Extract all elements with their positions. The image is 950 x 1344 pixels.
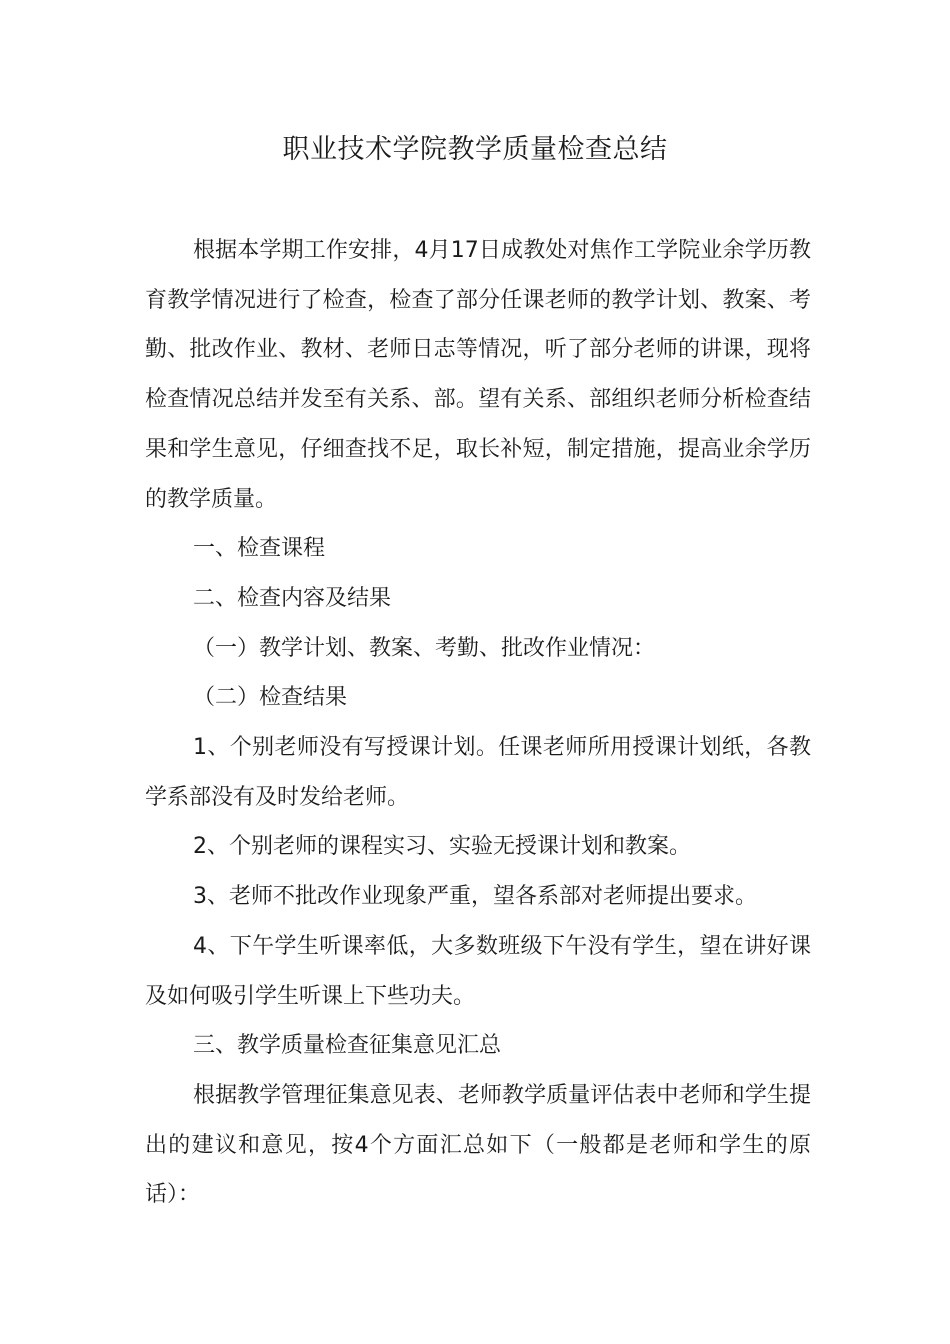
result-item-1: 1、个别老师没有写授课计划。任课老师所用授课计划纸，各教学系部没有及时发给老师。	[145, 735, 811, 810]
document-title: 职业技术学院教学质量检查总结	[282, 134, 668, 165]
result-item-3: 3、老师不批改作业现象严重，望各系部对老师提出要求。	[193, 884, 757, 910]
subsection-heading-teaching-plan: （一）教学计划、教案、考勤、批改作业情况：	[193, 635, 656, 661]
section-heading-check-courses: 一、检查课程	[193, 536, 326, 562]
result-item-4: 4、下午学生听课率低，大多数班级下午没有学生，望在讲好课及如何吸引学生听课上下些功夫。	[145, 933, 811, 1009]
result-item-2: 2、个别老师的课程实习、实验无授课计划和教案。	[193, 834, 691, 860]
section-heading-feedback: 三、教学质量检查征集意见汇总	[193, 1033, 502, 1059]
document-body	[145, 226, 811, 1220]
intro-paragraph: 根据本学期工作安排，4月17日成教处对焦作工学院业余学历教育教学情况进行了检查，检查了部分任课老师的教学计划、教案、考勤、批改作业、教材、老师日志等情况，听了部分老师的讲课，现将检查情况总结并发至有关系、部。望有关系、部组织老师分析检查结果和学生意见，仔细查找不足，取长补短，制定措施，提高业余学历的教学质量。	[145, 238, 811, 512]
section-heading-content-results: 二、检查内容及结果	[193, 585, 392, 611]
feedback-paragraph: 根据教学管理征集意见表、老师教学质量评估表中老师和学生提出的建议和意见，按4个方面汇总如下（一般都是老师和学生的原话）：	[145, 1082, 811, 1208]
subsection-heading-results: （二）检查结果	[193, 685, 348, 711]
